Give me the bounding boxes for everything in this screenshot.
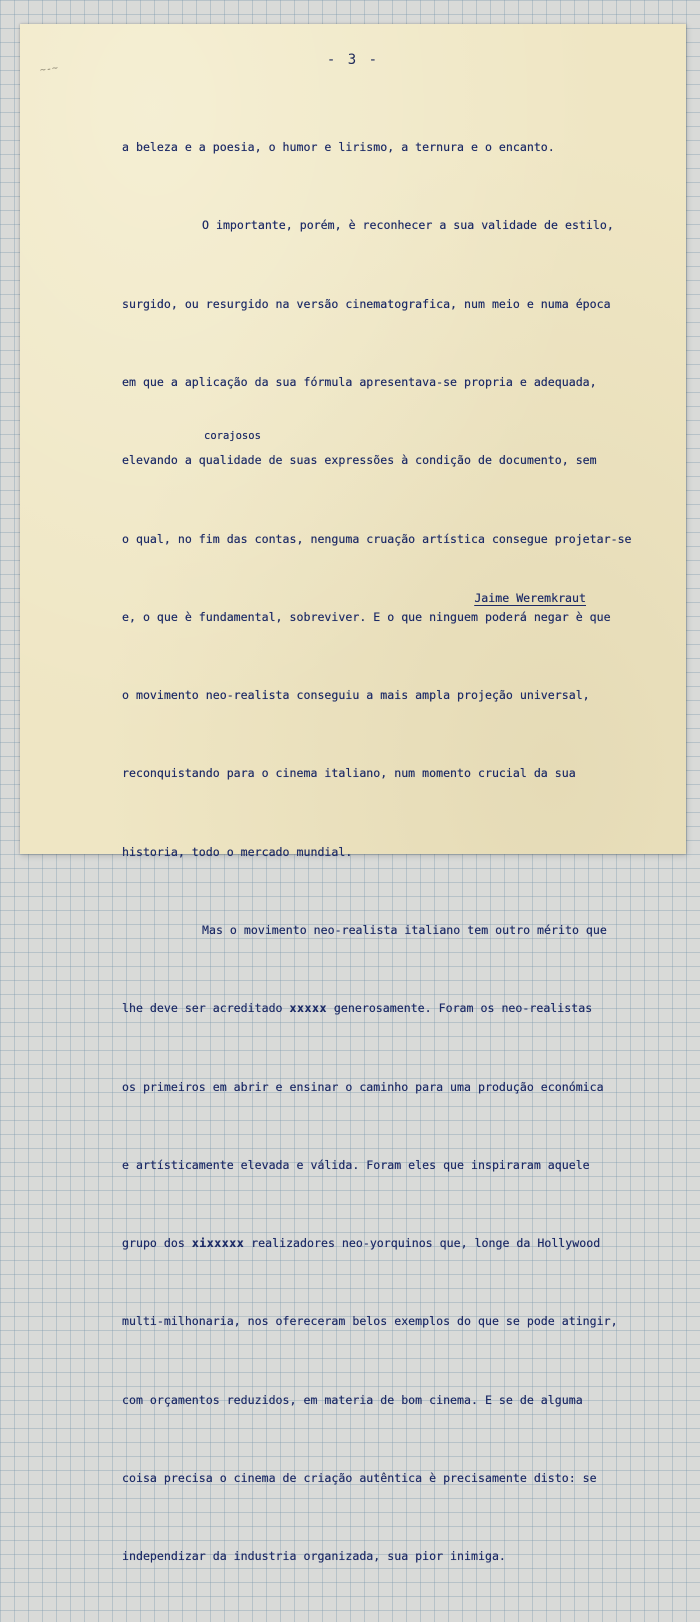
struck-out-text: xxxxx <box>289 1001 327 1016</box>
text-fragment: generosamente. Foram os neo-realistas <box>333 1001 593 1016</box>
text-line: os primeiros em abrir e ensinar o caminho para uma produção económica <box>122 1079 604 1094</box>
text-line: historia, todo o mercado mundial. <box>122 844 353 859</box>
text-line: independizar da industria organizada, sua pior inimiga. <box>122 1549 506 1564</box>
text-line: O importante, porém, è reconhecer a sua validade de estilo, <box>202 218 614 233</box>
text-line: o qual, no fim das contas, nenguma cruação artística consegue projetar-se <box>122 531 632 546</box>
text-line: em que a aplicação da sua fórmula apresentava-se propria e adequada, <box>122 375 597 390</box>
text-line <box>122 995 667 1021</box>
text-line: e, o que è fundamental, sobreviver. E o que ninguem poderá negar è que <box>122 609 611 624</box>
text-line: coisa precisa o cinema de criação autêntica è precisamente disto: se <box>122 1470 597 1485</box>
text-line: multi-milhonaria, nos ofereceram belos exemplos do que se pode atingir, <box>122 1314 618 1329</box>
text-line: e artísticamente elevada e válida. Foram eles que inspiraram aquele <box>122 1157 590 1172</box>
text-line: o movimento neo-realista conseguiu a mais ampla projeção universal, <box>122 688 590 703</box>
text-line: elevando a qualidade de suas expressões à condição de documento, sem <box>122 453 597 468</box>
text-fragment: lhe deve ser acreditado <box>122 1001 283 1016</box>
body-text <box>122 82 667 1622</box>
typed-page <box>20 24 686 1564</box>
interlinear-insert: corajosos <box>204 430 261 442</box>
text-line: Mas o movimento neo-realista italiano tem outro mérito que <box>202 923 607 937</box>
signature: Jaime Weremkraut <box>474 591 586 605</box>
struck-out-text: xixxxxx <box>191 1236 245 1251</box>
text-fragment: grupo dos <box>122 1236 185 1251</box>
text-line <box>122 1230 667 1256</box>
page-number: - 3 - <box>326 52 380 68</box>
text-line: reconquistando para o cinema italiano, num momento crucial da sua <box>122 766 576 781</box>
text-line: surgido, ou resurgido na versão cinematografica, num meio e numa época <box>122 296 611 311</box>
text-fragment: realizadores neo-yorquinos que, longe da Hollywood <box>251 1236 601 1251</box>
text-line: com orçamentos reduzidos, em materia de bom cinema. E se de alguma <box>122 1392 583 1407</box>
text-line: a beleza e a poesia, o humor e lirismo, a ternura e o encanto. <box>122 140 555 155</box>
margin-mark: ~-~ <box>39 62 59 77</box>
